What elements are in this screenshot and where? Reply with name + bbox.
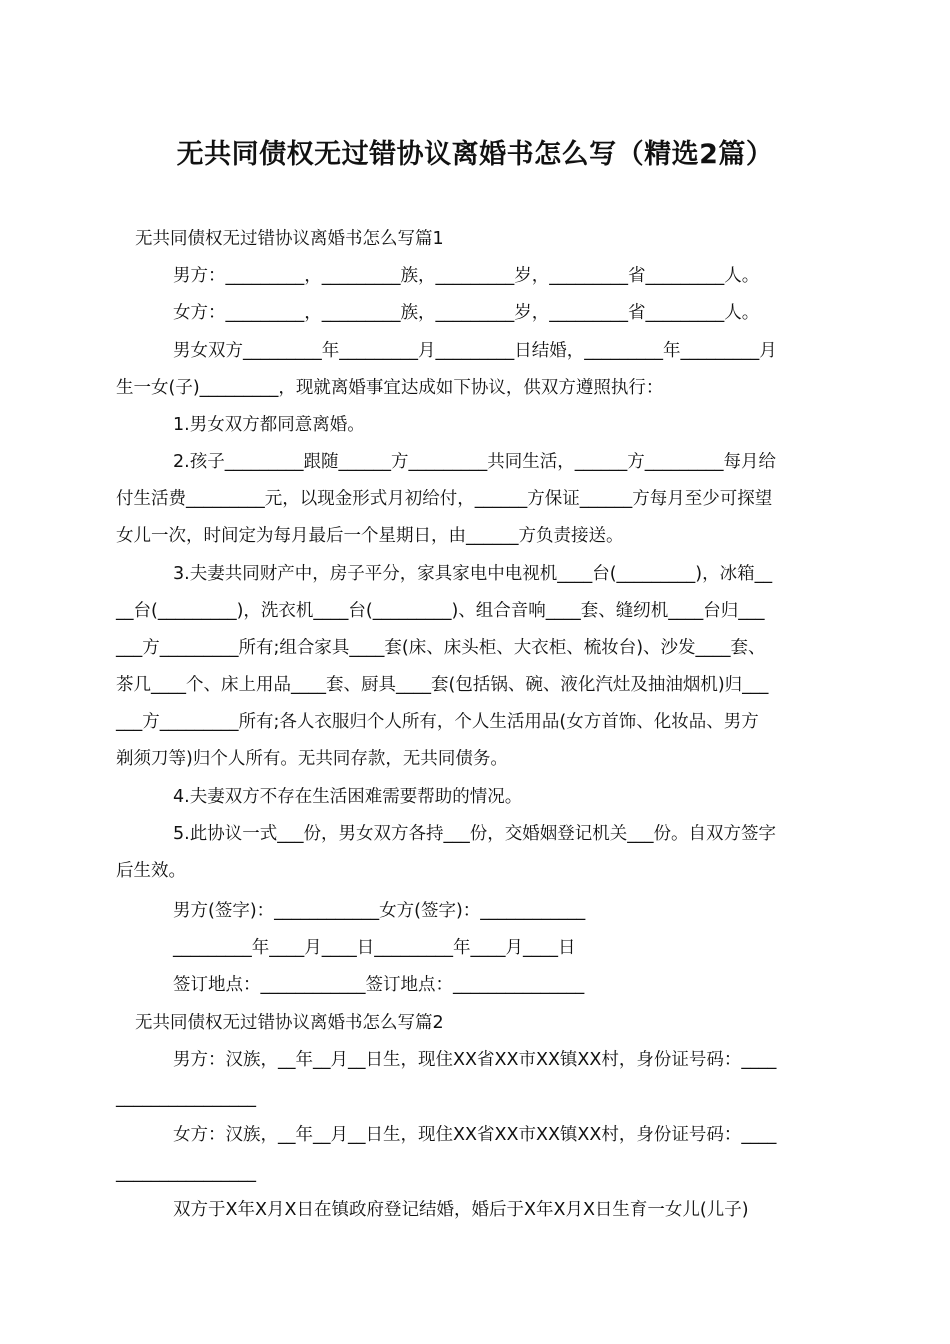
paragraph-line: 后生效。 xyxy=(116,861,186,881)
paragraph-line: __台(_________)，洗衣机____台(_________)、组合音响____套、缝纫机____台归___ xyxy=(116,601,765,621)
paragraph-line: 男方：_________，_________族，_________岁，_________省_________人。 xyxy=(173,266,760,286)
paragraph-line: 付生活费_________元，以现金形式月初给付，______方保证______方每月至少可探望 xyxy=(116,489,773,509)
section-heading-2: 无共同债权无过错协议离婚书怎么写篇2 xyxy=(135,1013,444,1033)
paragraph-line: 双方于X年X月X日在镇政府登记结婚，婚后于X年X月X日生育一女儿(儿子) xyxy=(173,1200,749,1220)
date-line: _________年____月____日_________年____月____日 xyxy=(173,938,576,958)
paragraph-line: 女方：_________，_________族，_________岁，_________省_________人。 xyxy=(173,303,760,323)
paragraph-line: 1.男女双方都同意离婚。 xyxy=(173,415,365,435)
paragraph-line: 男方：汉族，__年__月__日生，现住XX省XX市XX镇XX村，身份证号码：____ xyxy=(173,1050,777,1070)
paragraph-line: 2.孩子_________跟随______方_________共同生活，______方_________每月给 xyxy=(173,452,776,472)
location-line: 签订地点：____________签订地点：_______________ xyxy=(173,975,585,995)
paragraph-line: 3.夫妻共同财产中，房子平分，家具家电中电视机____台(_________)，冰箱__ xyxy=(173,564,773,584)
paragraph-line: 女儿一次，时间定为每月最后一个星期日，由______方负责接送。 xyxy=(116,526,624,546)
paragraph-line: ___方_________所有;各人衣服归个人所有，个人生活用品(女方首饰、化妆品、男方 xyxy=(116,712,759,732)
section-heading-1: 无共同债权无过错协议离婚书怎么写篇1 xyxy=(135,229,444,249)
paragraph-line: 剃须刀等)归个人所有。无共同存款，无共同债务。 xyxy=(116,749,508,769)
document-title: 无共同债权无过错协议离婚书怎么写（精选2篇） xyxy=(176,139,774,170)
paragraph-line: ________________ xyxy=(116,1088,256,1108)
paragraph-line: 男女双方_________年_________月_________日结婚，_________年_________月 xyxy=(173,341,777,361)
paragraph-line: ___方_________所有;组合家具____套(床、床头柜、大衣柜、梳妆台)、沙发____套、 xyxy=(116,638,766,658)
paragraph-line: 女方：汉族，__年__月__日生，现住XX省XX市XX镇XX村，身份证号码：____ xyxy=(173,1125,777,1145)
paragraph-line: 生一女(子)_________，现就离婚事宜达成如下协议，供双方遵照执行： xyxy=(116,378,664,398)
paragraph-line: ________________ xyxy=(116,1163,256,1183)
paragraph-line: 5.此协议一式___份，男女双方各持___份，交婚姻登记机关___份。自双方签字 xyxy=(173,824,776,844)
paragraph-line: 茶几____个、床上用品____套、厨具____套(包括锅、碗、液化汽灶及抽油烟机)归___ xyxy=(116,675,769,695)
signature-line: 男方(签字)：____________女方(签字)：____________ xyxy=(173,901,586,921)
paragraph-line: 4.夫妻双方不存在生活困难需要帮助的情况。 xyxy=(173,787,523,807)
